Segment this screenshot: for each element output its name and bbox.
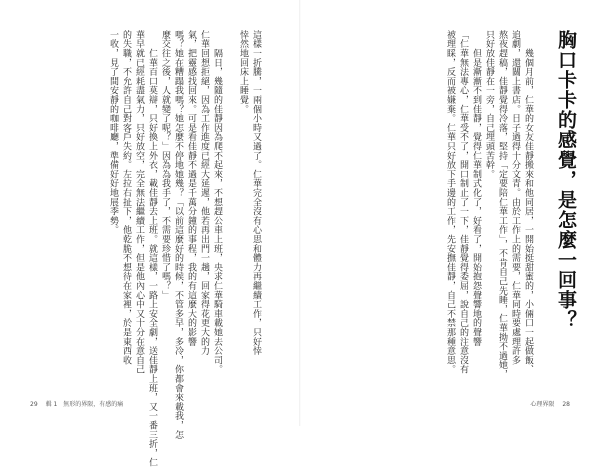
left-page-footer bbox=[30, 399, 123, 408]
right-page bbox=[300, 0, 600, 426]
left-page-body-text: 這樣一折騰，一兩個小時又過了。仁華完全沒有心思和體力再繼續工作，只好悻 悻然地回床上睡覺。 隔日，幾隨的佳靜因為爬不起來，不想趕公車上班，央求仁華騎車載她去公司。 仁華回想拒絕，因為工作進度已經大延遲，他若再出門一趟，回家得花更大的力 氣，把靈感找回來。可是看佳靜不過是千萬分鐘的事程，我的有這麼大的影響 嗎？她在糟蹋我嗎？她怎麼不停地她幾？「以前這麼好的時候，不管多早，多冷，你都會來載我，怎 麼交往之後，人就變了呢？」因為為我手了，不需要珍惜了嗎？」 仁華百口莫辯，只好換上外衣，載佳靜去上班。就這樣，一路上安全劇，送佳靜上班，又一番三折，仁 華早就已經耗盡氣力，只好放空，完全無法繼續工作，但是他內心中又十分在意自己 的失職，不允許自己對客戶失約。左拉右扯下，他乾脆不想待在家裡，於是東西收 一收，見了間安靜的咖啡廳，準備好好地展季勢。 bbox=[108, 30, 261, 467]
left-running-head: 輯 1 無形的界限，有感的痛 bbox=[45, 401, 124, 408]
left-page-number: 29 bbox=[30, 401, 38, 408]
right-page-body-text: 幾個月前，仁華的女友佳靜搬來和他同居，一開始挺甜蜜的，小倆口一起做飯、 追劇，還關上書店。日子過得十分文青。由於工作上的需要，仁華同時要處理許多 熬夜趕稿，佳靜覺得冷落，堅持「定要陪仁華工作」，不肯自己先睡，仁華拗不過她， 只好放佳靜在一旁，自己埋頭苦幹。 但是漸漸不到佳靜，覺得仁華制式化了，好看了，開始抱怨聲響地的聲響 「仁華無法專心，仁華受不了，開口制止了一下，佳靜覺得委屈，說自己的注意沒有 被理睬，反而被嫌棄。仁華只好放下手邊的工作，先安撫佳靜，自己不禁那種意思。 bbox=[445, 30, 533, 379]
right-running-head: 心理界限 bbox=[530, 401, 555, 408]
chapter-title: 胸口卡卡的感覺，是怎麼一回事？ bbox=[555, 30, 577, 330]
right-page-number: 28 bbox=[562, 401, 570, 408]
right-page-footer bbox=[530, 399, 570, 408]
